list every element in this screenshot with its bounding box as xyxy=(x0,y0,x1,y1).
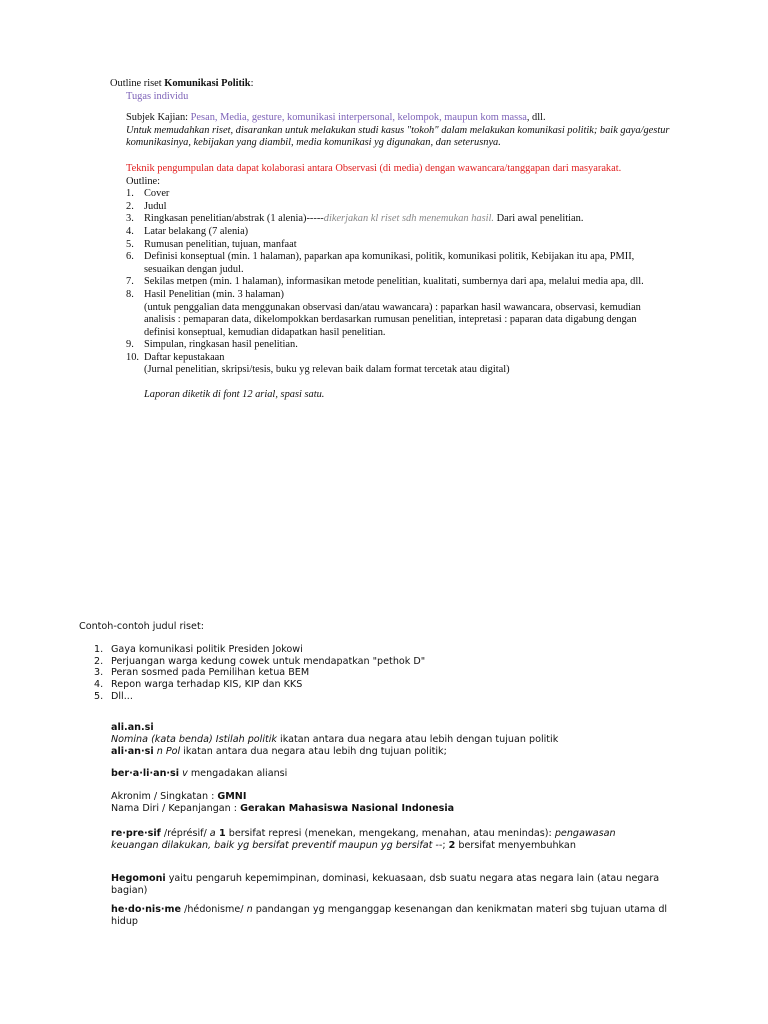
subject-block xyxy=(110,112,670,401)
represif-entry-line-1: re·pre·sif /réprésif/ a 1 bersifat represi (menekan, mengekang, menahan, atau menindas): pengawasan xyxy=(111,827,616,839)
hedonisme-entry: he·do·nis·me /hédonisme/ n pandangan yg menganggap kesenangan dan kenikmatan materi sbg tujuan utama dl hidup xyxy=(111,903,668,927)
glossary-section xyxy=(111,722,696,928)
outline-item-5: 5. Rumusan penelitian, tujuan, manfaat xyxy=(126,238,297,250)
aliansi-entry-2: ali·an·si n Pol ikatan antara dua negara atau lebih dng tujuan politik; xyxy=(111,745,447,757)
task-label: Tugas individu xyxy=(126,90,189,102)
examples-list xyxy=(79,644,679,703)
outline-title-topic: Komunikasi Politik xyxy=(164,78,251,89)
aliansi-headword: ali.an.si xyxy=(111,722,154,733)
outline-item-9: 9. Simpulan, ringkasan hasil penelitian. xyxy=(126,339,298,351)
represif-entry-line-2: keuangan dilakukan, baik yg bersifat preventif maupun yg bersifat --; 2 bersifat menyembuhkan xyxy=(111,839,576,851)
acronym-line: Akronim / Singkatan : GMNI xyxy=(111,791,247,803)
outline-item-10: 10. Daftar kepustakaan (Jurnal penelitian, skripsi/tesis, buku yg relevan baik dalam format tercetak atau digital) xyxy=(126,351,510,376)
examples-heading: Contoh-contoh judul riset: xyxy=(79,621,204,632)
font-note: Laporan diketik di font 12 arial, spasi satu. xyxy=(144,389,325,401)
outline-item-6: 6. Definisi konseptual (min. 1 halaman), paparkan apa komunikasi, politik, komunikasi politik, Kebijakan itu apa, PMII, sesuaikan dengan judul. xyxy=(126,251,635,275)
hegomoni-entry: Hegomoni yaitu pengaruh kepemimpinan, dominasi, kekuasaan, dsb suatu negara atas negara lain (atau negara bagian) xyxy=(111,873,660,897)
example-item-2: 2. Perjuangan warga kedung cowek untuk mendapatkan "pethok D" xyxy=(94,655,426,667)
outline-item-8: 8. Hasil Penelitian (min. 3 halaman) (untuk penggalian data menggunakan observasi dan/atau wawancara) : paparkan hasil wawancara, observasi, kemudian analisis : pemaparan data, dikelompokkan berdasarkan rumusan penelitian, intepretasi : paparan data digabung dengan definisi konseptual, kemudian didapatkan hasil penelitian. xyxy=(126,288,641,338)
example-item-5: 5. Dll... xyxy=(94,690,133,702)
examples-section xyxy=(79,621,679,703)
outline-item-1: 1. Cover xyxy=(126,188,170,200)
aliansi-definition: Nomina (kata benda) Istilah politik ikatan antara dua negara atau lebih dengan tujuan politik xyxy=(111,733,559,745)
example-item-1: 1. Gaya komunikasi politik Presiden Jokowi xyxy=(94,643,303,655)
subject-line: Subjek Kajian: Pesan, Media, gesture, komunikasi interpersonal, kelompok, maupun kom massa, dll. xyxy=(126,112,546,124)
beraliansi-entry: ber·a·li·an·si v mengadakan aliansi xyxy=(111,768,288,780)
subject-note: Untuk memudahkan riset, disarankan untuk melakukan studi kasus "tokoh" dalam melakukan komunikasi politik; baik gaya/gestur komunikasinya, kebijakan yang diambil, media komunikasi yg digunakan, dan seterusnya. xyxy=(126,124,670,149)
technique-note: Teknik pengumpulan data dapat kolaborasi antara Observasi (di media) dengan wawancara/tanggapan dari masyarakat. xyxy=(126,162,622,174)
outline-item-7: 7. Sekilas metpen (min. 1 halaman), informasikan metode penelitian, kualitati, sumbernya dari apa, melalui media apa, dll. xyxy=(126,276,644,288)
longname-line: Nama Diri / Kepanjangan : Gerakan Mahasiswa Nasional Indonesia xyxy=(111,802,455,814)
outline-item-2: 2. Judul xyxy=(126,200,167,212)
outline-item-4: 4. Latar belakang (7 alenia) xyxy=(126,225,249,237)
example-item-4: 4. Repon warga terhadap KIS, KIP dan KKS xyxy=(94,679,303,691)
outline-title: Outline riset Komunikasi Politik: xyxy=(110,78,254,89)
example-item-3: 3. Peran sosmed pada Pemilihan ketua BEM xyxy=(94,667,310,679)
outline-section xyxy=(110,78,670,402)
outline-label: Outline: xyxy=(126,175,161,187)
outline-item-3: 3. Ringkasan penelitian/abstrak (1 alenia)-----dikerjakan kl riset sdh menemukan hasil. Dari awal penelitian. xyxy=(126,213,584,225)
outline-list xyxy=(126,188,670,377)
